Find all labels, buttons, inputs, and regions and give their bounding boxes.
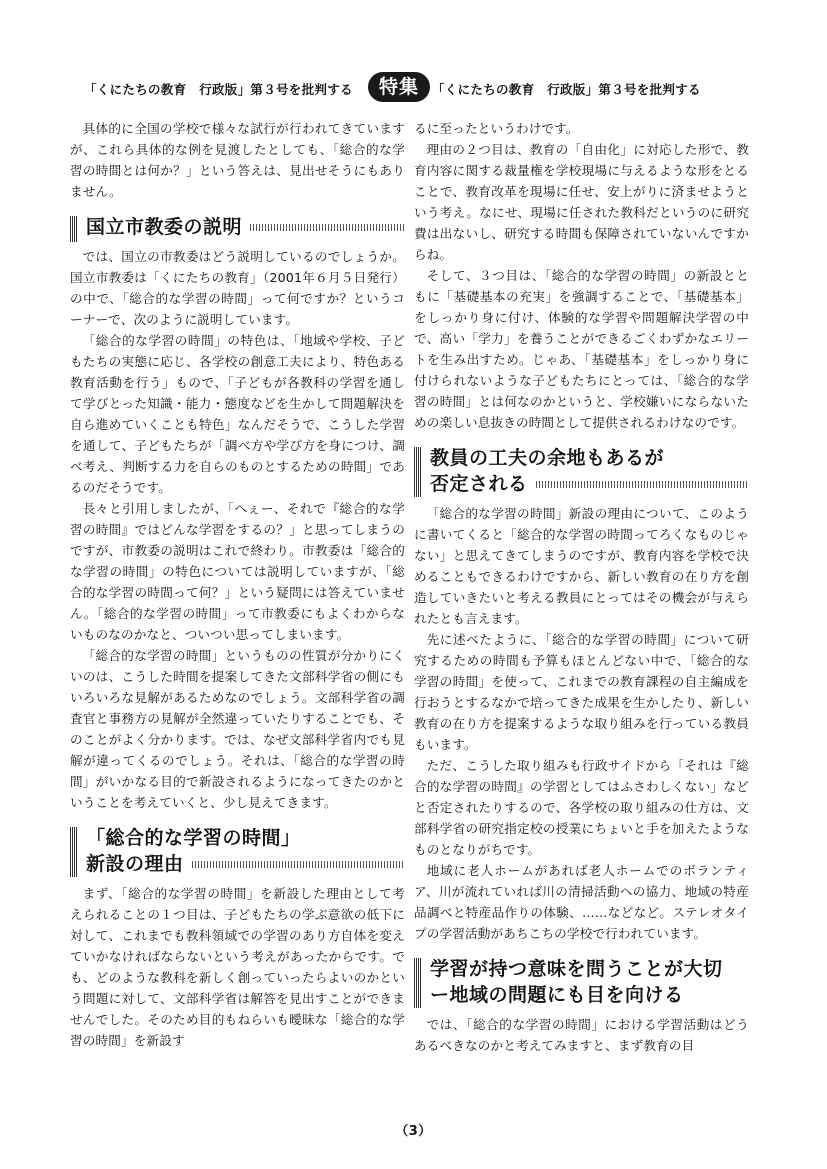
body-paragraph: 「総合的な学習の時間」新設の理由について、このように書いてくると「総合的な学習の時間ってろくなものじゃない」と思えてきてしまうのですが、教育内容を学校で決めることもできるわけですから、新しい教育の在り方を創造していきたいと考える教員にとってはその機会が与えられたとも言えます。 (414, 506, 749, 626)
heading-text-line1: 教員の工夫の余地もあるが (430, 447, 665, 469)
heading-marker (70, 216, 78, 242)
body-paragraph: では、国立の市教委はどう説明しているのでしょうか。国立市教委は「くにたちの教育」（2001年６月５日発行）の中で、「総合的な学習の時間」って何ですか？というコーナーで、次のように説明しています。 (70, 249, 405, 327)
heading-text: 国立市教委の説明 (86, 214, 405, 240)
body-paragraph: 地域に老人ホームがあれば老人ホームでのボランティア、川が流れていれば川の清掃活動への協力、地域の特産品調べと特産品作りの体験、……などなど。ステレオタイプの学習活動があちこちの学校で行われています。 (414, 863, 749, 941)
body-paragraph: 「総合的な学習の時間」というものの性質が分かりにくいのは、こうした時間を提案してきた文部科学省の側にもいろいろな見解があるためなのでしょう。文部科学省の調査官と事務方の見解が全然違っていたりすることでも、そのことがよく分かります。では、なぜ文部科学省内でも見解が違ってくるのでしょう。それは、「総合的な学習の時間」がいかなる目的で新設されるようになってきたのかということを考えていくと、少し見えてきます。 (70, 648, 405, 810)
section-heading-kunitachi (70, 214, 405, 240)
intro-paragraph: 具体的に全国の学校で様々な試行が行われてきていますが、これら具体的な例を見渡したとしても、「総合的な学習の時間とは何か？」という答えは、見出せそうにもありません。 (70, 121, 405, 199)
heading-text-line2: 新設の理由 (86, 851, 405, 877)
heading-text-line1: 「総合的な学習の時間」 (86, 827, 301, 849)
right-column (414, 118, 749, 1056)
body-paragraph-continued: るに至ったというわけです。 (414, 121, 579, 136)
header-title-left: 「くにたちの教育 行政版」第３号を批判する (84, 82, 353, 97)
body-paragraph: ただ、こうした取り組みも行政サイドから「それは『総合的な学習の時間』の学習としてはふさわしくない」などと否定されたりするので、各学校の取り組みの仕方は、文部科学省の研究指定校の授業にちょいと手を加えたようなものとなりがちです。 (414, 758, 749, 857)
section-heading-reason (70, 825, 405, 877)
heading-text-line2: ー地域の問題にも目を向ける (430, 984, 684, 1006)
heading-text-line2: 否定される (430, 471, 749, 497)
body-paragraph: そして、３つ目は、「総合的な学習の時間」の新設とともに「基礎基本の充実」を強調することで、「基礎基本」をしっかり身に付け、体験的な学習や問題解決学習の中で、高い「学力」を養うことができるごくわずかなエリートを生み出すため。じゃあ、「基礎基本」をしっかり身に付けられないような子どもたちにとっては、「総合的な学習の時間」とは何なのかというと、学校嫌いにならないための楽しい息抜きの時間として提供されるわけなのです。 (414, 268, 749, 430)
heading-text-line1: 学習が持つ意味を問うことが大切 (430, 958, 723, 980)
heading-marker (70, 827, 78, 877)
page-number: （3） (395, 1124, 432, 1139)
section-heading-teacher (414, 445, 749, 497)
body-paragraph: 理由の２つ目は、教育の「自由化」に対応した形で、教育内容に関する裁量権を学校現場に与えるような形をとることで、教育改革を現場に任せ、安上がりに済ませようという考え。なにせ、現場に任された教科だというのに研究費は出ないし、研究する時間も保障されていないんですからね。 (414, 142, 749, 262)
body-paragraph: 「総合的な学習の時間」の特色は、「地域や学校、子どもたちの実態に応じ、各学校の創意工夫により、特色ある教育活動を行う」もので、「子どもが各教科の学習を通して学びとった知識・能力・態度などを生かして問題解決を自ら進めていくことも特色」なんだそうで、こうした学習を通して、子どもたちが「調べ方や学び方を身につけ、調べ考え、判断する力を自らのものとするための時間」であるのだそうです。 (70, 333, 405, 495)
body-paragraph: では、「総合的な学習の時間」における学習活動はどうあるべきなのかと考えてみますと、まず教育の目 (414, 1017, 749, 1053)
left-column (70, 118, 405, 1051)
body-paragraph: 先に述べたように、「総合的な学習の時間」について研究するための時間も予算もほとんどない中で、「総合的な学習の時間」を使って、これまでの教育課程の自主編成を行おうとするなかで培ってきた成果を生かしたり、新しい教育の在り方を提案するような取り組みを行っている教員もいます。 (414, 632, 749, 752)
running-header (0, 70, 827, 108)
heading-marker (414, 447, 422, 497)
body-paragraph: 長々と引用しましたが、「へぇー、それで『総合的な学習の時間』ではどんな学習をするの？」と思ってしまうのですが、市教委の説明はこれで終わり。市教委は「総合的な学習の時間」の特色については説明していますが、「総合的な学習の時間って何？」という疑問には答えていません。「総合的な学習の時間」って市教委にもよくわからないものなのかなと、ついつい思ってしまいます。 (70, 501, 405, 642)
heading-marker (414, 958, 422, 1008)
body-paragraph: まず、「総合的な学習の時間」を新設した理由として考えられることの１つ目は、子どもたちの学ぶ意欲の低下に対して、これまでも教科領域での学習のあり方自体を変えていかなければならないという考えがあったからです。でも、どのような教科を新しく創っていったらよいのかという問題に対して、文部科学省は解答を見出すことができませんでした。そのため目的もねらいも曖昧な「総合的な学習の時間」を新設す (70, 886, 405, 1048)
feature-badge: 特集 (368, 72, 430, 102)
header-title-right: 「くにたちの教育 行政版」第３号を批判する (432, 82, 701, 97)
section-heading-meaning (414, 956, 749, 1008)
